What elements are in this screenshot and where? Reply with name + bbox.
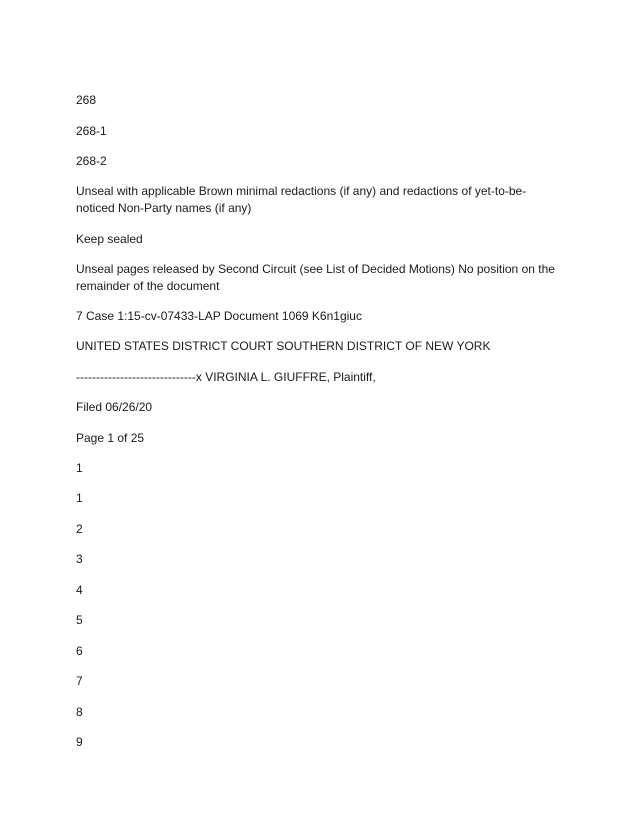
text-line: 268: [76, 93, 97, 107]
line-number: 1: [76, 461, 83, 475]
line-number: 3: [76, 552, 83, 566]
text-line: 268-2: [76, 154, 107, 168]
text-line: ------------------------------x VIRGINIA L. GIUFFRE, Plaintiff,: [76, 370, 376, 384]
line-number: 2: [76, 522, 83, 536]
line-number: 6: [76, 644, 83, 658]
text-line: 7 Case 1:15-cv-07433-LAP Document 1069 K6n1giuc: [76, 309, 362, 323]
text-line: 268-1: [76, 124, 107, 138]
line-number: 9: [76, 735, 83, 749]
line-number: 7: [76, 674, 83, 688]
line-number: 4: [76, 583, 83, 597]
line-number: 8: [76, 705, 83, 719]
line-number: 5: [76, 613, 83, 627]
text-paragraph: Unseal with applicable Brown minimal redactions (if any) and redactions of yet-to-be-noticed Non-Party names (if any): [76, 184, 527, 215]
text-line: Filed 06/26/20: [76, 400, 153, 414]
text-paragraph: Unseal pages released by Second Circuit (see List of Decided Motions) No position on the remainder of the document: [76, 262, 555, 293]
line-number: 1: [76, 491, 83, 505]
text-line: Page 1 of 25: [76, 431, 145, 445]
text-line: UNITED STATES DISTRICT COURT SOUTHERN DISTRICT OF NEW YORK: [76, 339, 491, 353]
text-line: Keep sealed: [76, 232, 143, 246]
